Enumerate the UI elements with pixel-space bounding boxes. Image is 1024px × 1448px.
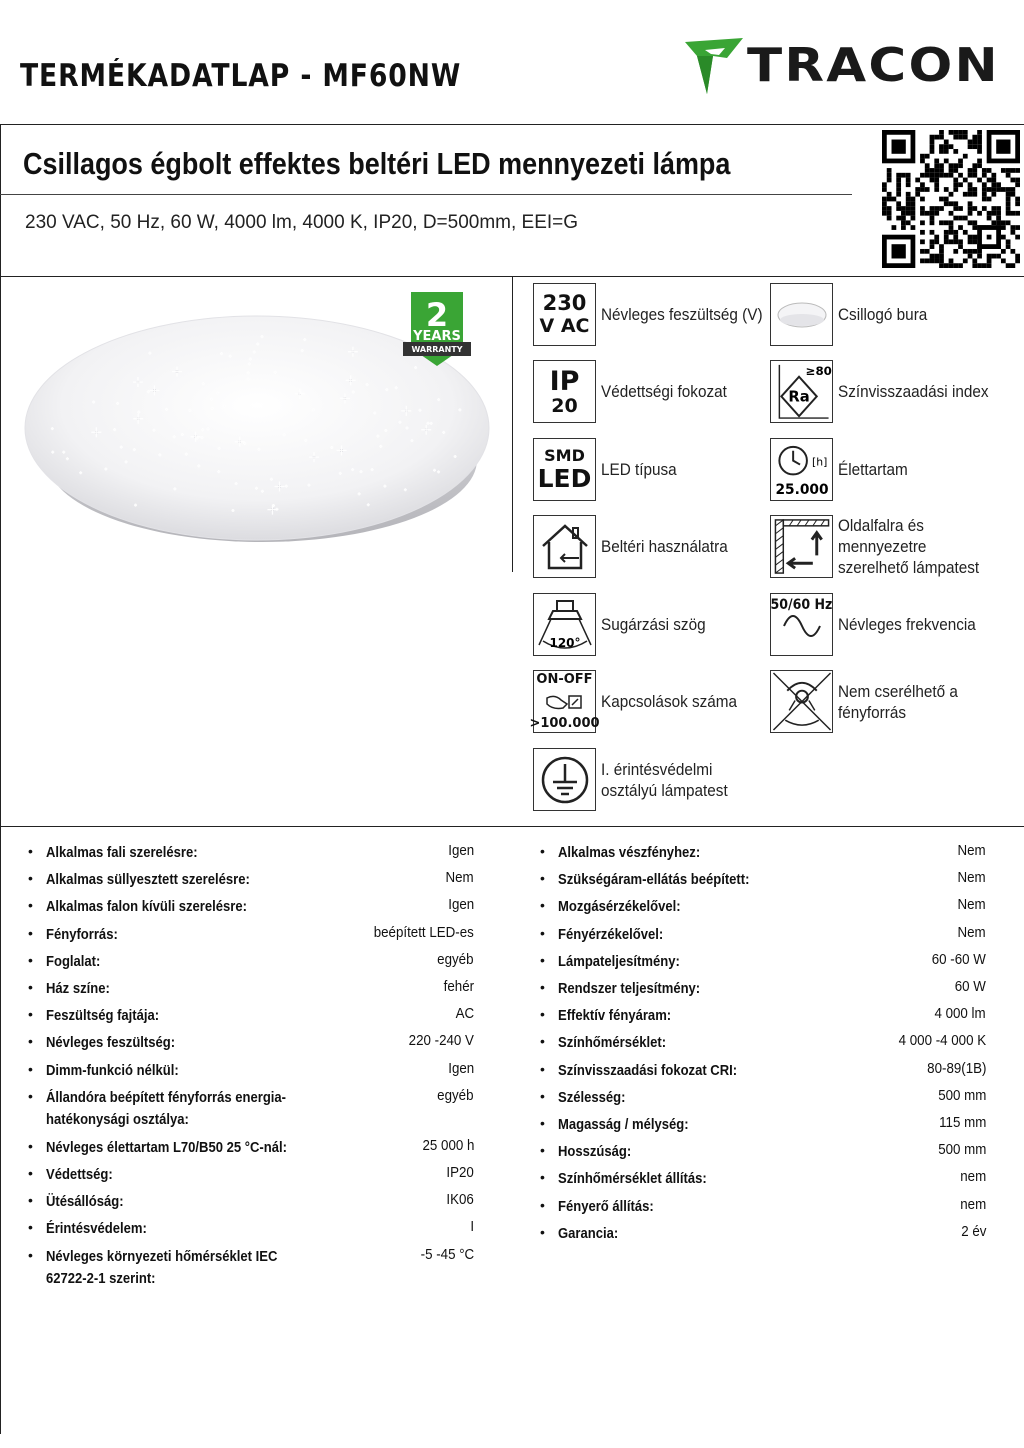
spec-value: Igen — [448, 897, 474, 914]
spec-label: Alkalmas süllyesztett szerelésre: — [46, 872, 250, 889]
feature-label: Védettségi fokozat — [601, 382, 727, 401]
bullet: • — [28, 1033, 33, 1050]
bullet: • — [540, 1060, 545, 1077]
spec-label: Foglalat: — [46, 953, 101, 970]
spec-label: Színhőmérséklet állítás: — [558, 1171, 707, 1188]
spec-value: Igen — [448, 1060, 474, 1077]
bullet: • — [28, 1246, 33, 1263]
spec-label: Védettség: — [46, 1167, 113, 1183]
on-off-text: ON-OFF — [536, 672, 593, 687]
spec-label: Fényérzékelővel: — [558, 926, 664, 943]
spec-row — [540, 842, 986, 860]
section-divider-specs — [0, 826, 1024, 827]
spec-value: IP20 — [446, 1165, 474, 1181]
bullet: • — [540, 897, 545, 914]
tracon-logo — [683, 36, 1013, 98]
bullet: • — [540, 1196, 545, 1213]
house-icon — [539, 522, 591, 572]
hand-switch-icon — [545, 692, 585, 712]
spec-label: Feszültség fajtája: — [46, 1008, 160, 1025]
wall-ceiling-icon — [771, 516, 833, 577]
feature-frequency — [770, 593, 1024, 656]
bullet: • — [28, 979, 33, 995]
spec-value: 60 -60 W — [931, 951, 986, 968]
feature-label: Élettartam — [838, 460, 908, 479]
frequency-value: 50/60 Hz — [770, 597, 833, 613]
spec-value: Nem — [445, 870, 474, 887]
spec-row — [28, 869, 474, 887]
spec-row — [540, 978, 986, 996]
brand-name: TRACON — [747, 38, 1000, 92]
bullet: • — [540, 1006, 545, 1023]
spec-row — [540, 1005, 986, 1023]
bullet: • — [28, 1087, 33, 1104]
spec-value: Nem — [957, 897, 986, 914]
crossed-lamp-icon — [771, 671, 833, 732]
warranty-label: WARRANTY — [411, 345, 463, 354]
bullet: • — [540, 1115, 545, 1131]
datasheet-title: TERMÉKADATLAP - MF60NW — [20, 58, 462, 94]
product-spec-summary: 230 VAC, 50 Hz, 60 W, 4000 lm, 4000 K, IP20, D=500mm, EEI=G — [25, 212, 579, 233]
feature-led-type — [533, 438, 801, 501]
bullet: • — [28, 1060, 33, 1077]
spec-row — [28, 1164, 474, 1182]
feature-ip-rating — [533, 360, 801, 423]
spec-label: Ház színe: — [46, 981, 110, 997]
spec-label: Garancia: — [558, 1225, 619, 1242]
spec-row — [540, 1141, 986, 1159]
spec-row — [28, 1005, 474, 1023]
earth-ground-icon — [539, 754, 591, 806]
spec-value: egyéb — [437, 1087, 474, 1104]
bullet: • — [28, 843, 33, 859]
spec-value: 2 év — [960, 1223, 986, 1240]
spec-row — [28, 1060, 474, 1078]
bullet: • — [28, 1006, 33, 1023]
bullet: • — [540, 870, 545, 887]
spec-row — [28, 1137, 474, 1155]
spec-label: Mozgásérzékelővel: — [558, 899, 681, 916]
hours-unit-label: [h] — [811, 455, 827, 469]
spec-value: 500 mm — [937, 1087, 986, 1104]
spec-value: Igen — [448, 843, 474, 859]
cri-icon — [770, 360, 833, 423]
voltage-icon-value: 230 — [542, 291, 587, 315]
bullet: • — [540, 843, 545, 859]
spec-value: 4 000 -4 000 K — [898, 1033, 986, 1050]
bullet: • — [540, 951, 545, 968]
spec-label: Szükségáram-ellátás beépített: — [558, 872, 750, 889]
spec-label: Névleges élettartam L70/B50 25 °C-nál: — [46, 1139, 287, 1156]
spec-label: Dimm-funkció nélkül: — [46, 1062, 179, 1079]
spec-label: Fényforrás: — [46, 926, 118, 943]
feature-label: LED típusa — [601, 460, 677, 479]
spec-label: Hosszúság: — [558, 1144, 632, 1161]
mounting-icon — [770, 515, 833, 578]
warranty-years-number: 2 — [425, 296, 449, 334]
lifetime-clock-icon — [770, 438, 833, 501]
feature-cri — [770, 360, 1024, 423]
feature-label: Színvisszaadási index — [838, 382, 989, 401]
beam-icon — [537, 597, 593, 653]
bullet: • — [28, 1192, 33, 1209]
smd-icon-text: SMD — [544, 446, 585, 465]
title-divider — [0, 194, 852, 195]
frame-left-border — [0, 124, 1, 1434]
feature-label: Beltéri használatra — [601, 537, 728, 556]
bullet: • — [540, 1142, 545, 1159]
ip-icon-text: IP — [549, 365, 580, 397]
spec-value: 4 000 lm — [934, 1006, 986, 1023]
feature-label: Névleges feszültség (V) — [601, 305, 763, 324]
spec-value: 25 000 h — [422, 1137, 474, 1154]
voltage-icon-unit: V AC — [539, 315, 590, 337]
spec-label: Alkalmas fali szerelésre: — [46, 845, 198, 861]
feature-label: Sugárzási szög — [601, 615, 706, 634]
feature-voltage — [533, 283, 801, 346]
bullet: • — [28, 897, 33, 914]
lifetime-value: 25.000 — [774, 482, 829, 499]
spec-row — [540, 1032, 986, 1050]
voltage-icon — [533, 283, 596, 346]
spec-label: Érintésvédelem: — [46, 1221, 147, 1238]
spec-label: Színvisszaadási fokozat CRI: — [558, 1062, 738, 1079]
spec-value: 220 -240 V — [408, 1033, 474, 1050]
spec-row — [540, 1087, 986, 1105]
beam-angle-value: 120° — [548, 635, 581, 650]
spec-row — [28, 1246, 474, 1290]
spec-value: fehér — [443, 979, 474, 995]
spec-row — [540, 1223, 986, 1241]
spec-label: Névleges környezeti hőmérséklet IEC 62722-2-1 szerint: — [46, 1248, 278, 1287]
warranty-years-label: YEARS — [413, 329, 461, 344]
smd-led-icon — [533, 438, 596, 501]
spec-row — [28, 842, 474, 860]
feature-label: Kapcsolások száma — [601, 692, 738, 711]
spec-row — [28, 978, 474, 996]
led-icon-text: LED — [537, 464, 592, 493]
bullet: • — [540, 924, 545, 941]
feature-switching — [529, 670, 801, 733]
bullet: • — [28, 870, 33, 887]
feature-indoor — [533, 515, 801, 578]
non-replaceable-source-icon — [770, 670, 833, 733]
bullet: • — [540, 979, 545, 995]
feature-beam-angle — [533, 593, 801, 656]
feature-label: Csillogó bura — [838, 305, 928, 324]
spec-row — [28, 896, 474, 914]
image-divider — [512, 276, 513, 572]
spec-value: -5 -45 °C — [420, 1246, 474, 1263]
spec-value: I — [470, 1219, 474, 1236]
feature-label: Nem cserélhető a fényforrás — [838, 681, 958, 722]
bullet: • — [28, 951, 33, 968]
spec-row — [28, 951, 474, 969]
sparkling-cover-icon — [770, 283, 833, 346]
bullet: • — [28, 924, 33, 941]
spec-row — [28, 1087, 474, 1131]
spec-label: Állandóra beépített fényforrás energia-hatékonysági osztálya: — [46, 1089, 287, 1128]
frequency-icon — [770, 593, 833, 656]
cri-symbol — [771, 361, 833, 422]
spec-row — [28, 1032, 474, 1050]
spec-row — [540, 869, 986, 887]
spec-row — [540, 1196, 986, 1214]
spec-label: Színhőmérséklet: — [558, 1035, 667, 1052]
spec-value: 60 W — [954, 979, 986, 995]
spec-row — [540, 1060, 986, 1078]
spec-label: Ütésállóság: — [46, 1194, 124, 1211]
protection-class-icon — [533, 748, 596, 811]
spec-row — [540, 896, 986, 914]
feature-label: Névleges frekvencia — [838, 615, 976, 634]
spec-row — [28, 1218, 474, 1236]
spec-value: beépített LED-es — [373, 924, 474, 941]
indoor-house-icon — [533, 515, 596, 578]
spec-value: Nem — [957, 870, 986, 887]
cri-ra-text: Ra — [787, 388, 810, 406]
spec-value: AC — [455, 1006, 474, 1023]
spec-row — [28, 924, 474, 942]
frame-top-border — [0, 124, 1024, 125]
product-title: Csillagos égbolt effektes beltéri LED mennyezeti lámpa — [23, 146, 731, 181]
bullet: • — [540, 1087, 545, 1104]
cycles-value: >100.000 — [529, 716, 600, 731]
bullet: • — [28, 1137, 33, 1154]
spec-value: Nem — [957, 924, 986, 941]
bullet: • — [28, 1219, 33, 1236]
warranty-badge — [403, 290, 471, 368]
spec-label: Rendszer teljesítmény: — [558, 981, 701, 997]
feature-sparkling-cover — [770, 283, 1024, 346]
spec-value: nem — [960, 1196, 986, 1213]
dome-icon — [776, 300, 828, 330]
spec-value: 80-89(1B) — [926, 1060, 986, 1077]
spec-label: Magasság / mélység: — [558, 1117, 689, 1133]
feature-lifetime — [770, 438, 1024, 501]
spec-value: Nem — [957, 843, 986, 859]
sine-wave-icon — [782, 612, 822, 640]
spec-row — [540, 924, 986, 942]
feature-label: Oldalfalra és mennyezetre szerelhető lámpatest — [838, 516, 980, 577]
spec-value: IK06 — [446, 1192, 474, 1209]
feature-non-replaceable — [770, 670, 988, 733]
qr-code[interactable] — [882, 130, 1020, 268]
spec-label: Fényerő állítás: — [558, 1198, 654, 1215]
clock-icon — [771, 439, 833, 500]
ip-rating-icon — [533, 360, 596, 423]
spec-label: Alkalmas falon kívüli szerelésre: — [46, 899, 247, 916]
spec-label: Szélesség: — [558, 1089, 626, 1106]
spec-value: egyéb — [437, 951, 474, 968]
spec-label: Effektív fényáram: — [558, 1008, 672, 1025]
feature-protection-class — [533, 748, 751, 811]
spec-label: Alkalmas vészfényhez: — [558, 845, 701, 861]
spec-label: Lámpateljesítmény: — [558, 953, 680, 970]
cri-min-value: ≥80 — [805, 363, 832, 378]
spec-value: 115 mm — [938, 1115, 986, 1131]
spec-row — [540, 1114, 986, 1132]
spec-row — [540, 1168, 986, 1186]
tracon-logo-icon — [683, 36, 745, 98]
spec-label: Névleges feszültség: — [46, 1035, 176, 1052]
spec-row — [28, 1191, 474, 1209]
beam-angle-icon — [533, 593, 596, 656]
feature-label: I. érintésvédelmi osztályú lámpatest — [601, 759, 728, 800]
spec-row — [540, 951, 986, 969]
switching-cycles-icon — [529, 670, 600, 733]
bullet: • — [540, 1169, 545, 1186]
bullet: • — [28, 1165, 33, 1181]
bullet: • — [540, 1223, 545, 1240]
spec-value: nem — [960, 1169, 986, 1186]
spec-value: 500 mm — [937, 1142, 986, 1159]
bullet: • — [540, 1033, 545, 1050]
feature-mounting — [770, 515, 1008, 578]
ip-icon-value: 20 — [551, 394, 578, 417]
